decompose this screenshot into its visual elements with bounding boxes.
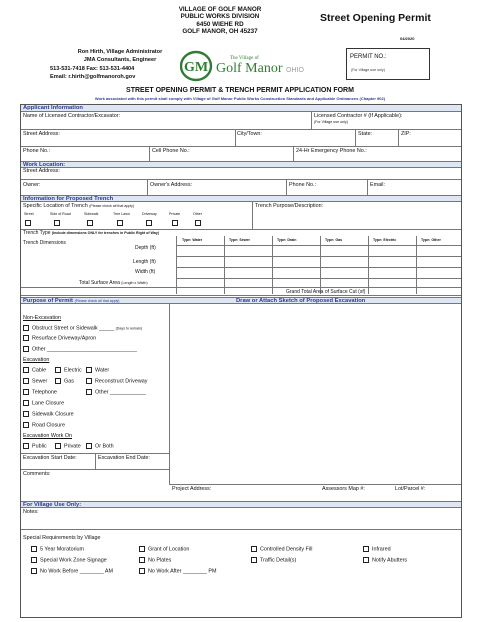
license-note: (For Village use only) (314, 120, 348, 124)
lane-text: Lane Closure (32, 400, 65, 407)
loc-side-label: Side of Road (50, 212, 71, 216)
form-date: 04/2020 (400, 36, 415, 41)
owner-address-field[interactable]: Owner's Address: (150, 182, 193, 188)
req-traffic[interactable] (251, 557, 296, 563)
req-abutters[interactable] (363, 557, 407, 563)
contact-line-4: Email: r.hirth@golfmanoroh.gov (50, 74, 136, 81)
req-abutters-text: Notify Abutters (372, 557, 408, 564)
work-on-heading: Excavation Work On (23, 433, 73, 439)
sketch-area[interactable] (170, 304, 460, 484)
application-form (20, 104, 462, 618)
req-infrared-text: Infrared (372, 546, 391, 553)
village-logo (180, 50, 320, 82)
loc-private-checkbox[interactable] (172, 220, 181, 226)
both-option[interactable] (86, 443, 114, 449)
public-text: Public (32, 443, 47, 450)
sidewalk-text: Sidewalk Closure (32, 411, 74, 418)
loc-street-label: Street (24, 212, 34, 216)
owner-field[interactable]: Owner: (23, 182, 41, 188)
page-title: Street Opening Permit (320, 12, 431, 24)
section-trench: Information for Proposed Trench (21, 195, 461, 202)
lot-field[interactable]: Lot/Parcel #: (395, 486, 426, 492)
length-label: Length (ft) (133, 259, 156, 265)
owner-phone-field[interactable]: Phone No.: (289, 182, 316, 188)
grand-total-label: Grand Total Area of Surface Cut (sf) (286, 289, 366, 295)
type-drain: Type: Drain (277, 238, 297, 242)
logo-mark: GM (183, 60, 209, 75)
trench-dimensions-label: Trench Dimensions (23, 240, 66, 246)
type-electric: Type: Electric (373, 238, 397, 242)
start-date-field[interactable]: Excavation Start Date: (23, 455, 77, 461)
contact-line-1: Ron Hirth, Village Administrator (77, 49, 163, 55)
logo-state: OHIO (286, 67, 304, 74)
electric-text: Electric (64, 367, 82, 374)
total-area-label (79, 280, 148, 286)
resurface-option[interactable] (23, 335, 96, 341)
req-no-work-before-text: No Work Before ________ AM (40, 568, 114, 575)
section-applicant: Applicant Information (21, 105, 461, 112)
obstruct-note: (Days to remain) (115, 326, 143, 331)
trench-type-note: (Include dimensions ONLY for trenches in Public Right of Way) (51, 231, 159, 235)
resurface-text: Resurface Driveway/Apron (32, 335, 97, 342)
road-option[interactable] (23, 422, 65, 428)
req-grant-text: Grant of Location (148, 546, 190, 553)
village-name: VILLAGE OF GOLF MANOR (178, 6, 262, 13)
sidewalk-option[interactable] (23, 411, 74, 417)
applicant-street-field[interactable]: Street Address: (23, 131, 60, 137)
loc-other-label: Other (193, 212, 202, 216)
obstruct-text: Obstruct Street or Sidewalk _____ (32, 325, 115, 332)
permit-number-box[interactable] (346, 48, 430, 80)
trench-location-text: Specific Location of Trench (23, 203, 88, 209)
loc-sidewalk-label: Sidewalk (84, 212, 99, 216)
notes-field[interactable]: Notes: (23, 509, 39, 515)
req-traffic-text: Traffic Detail(s) (260, 557, 297, 564)
other2-text: Other ____________ (95, 389, 146, 396)
depth-label: Depth (ft) (135, 245, 156, 251)
obstruct-option[interactable] (23, 325, 142, 331)
private-option[interactable] (55, 443, 81, 449)
loc-other-checkbox[interactable] (195, 220, 204, 226)
reconstruct-option[interactable] (86, 378, 147, 384)
req-plates[interactable] (139, 557, 171, 563)
purpose-title: Purpose of Permit (23, 298, 73, 304)
section-purpose (21, 297, 461, 304)
total-area-text: Total Surface Area (79, 280, 120, 286)
license-field[interactable]: Licensed Contractor # (If Applicable): (314, 113, 403, 119)
trench-purpose-field[interactable]: Trench Purpose/Description: (255, 203, 324, 209)
sewer-text: Sewer (32, 378, 48, 385)
contractor-name-field[interactable]: Name of Licensed Contractor/Excavator: (23, 113, 121, 119)
other2-option[interactable] (86, 389, 146, 395)
cable-option[interactable] (23, 367, 46, 373)
purpose-note: (Please check all that apply) (74, 299, 120, 303)
contact-line-3: 513-531-7418 Fax: 513-531-4404 (50, 65, 135, 72)
loc-private-label: Private (169, 212, 181, 216)
applicant-zip-field[interactable]: ZIP: (401, 131, 411, 137)
telephone-text: Telephone (32, 389, 57, 396)
village-header (150, 6, 290, 36)
req-no-work-before[interactable] (31, 568, 113, 574)
public-option[interactable] (23, 443, 47, 449)
logo-text: Golf Manor (216, 61, 283, 76)
lane-option[interactable] (23, 400, 64, 406)
applicant-cell-field[interactable]: Cell Phone No.: (152, 148, 190, 154)
trench-type-label (23, 230, 159, 236)
loc-driveway-label: Driveway (142, 212, 157, 216)
applicant-emergency-field[interactable]: 24-Hr Emergency Phone No.: (296, 148, 367, 154)
type-water: Type: Water (182, 238, 203, 242)
gas-text: Gas (64, 378, 74, 385)
loc-treelawn-label: Tree Lawn (113, 212, 130, 216)
type-other: Type: Other (421, 238, 441, 242)
special-requirements-heading: Special Requirements by Village (23, 535, 101, 541)
non-excavation-heading: Non-Excavation (23, 315, 62, 321)
req-no-work-after[interactable] (139, 568, 217, 574)
req-moratorium[interactable] (31, 546, 84, 552)
trench-type-text: Trench Type (23, 230, 51, 236)
width-label: Width (ft) (135, 269, 156, 275)
road-text: Road Closure (32, 422, 65, 429)
type-gas: Type: Gas (325, 238, 343, 242)
req-fill-text: Controlled Density Fill (260, 546, 313, 553)
loc-sidewalk-checkbox[interactable] (87, 220, 96, 226)
req-moratorium-text: 5 Year Moratorium (40, 546, 85, 553)
req-no-work-after-text: No Work After ________ PM (148, 568, 217, 575)
req-signage-text: Special Work Zone Signage (40, 557, 107, 564)
applicant-state-field[interactable]: State: (358, 131, 373, 137)
form-subtitle: Work associated with this permit shall comply with Village of Golf Manor Public Works Construction Standards and Applicable Ordinances (Chapter 902) (94, 96, 386, 101)
project-address-field[interactable]: Project Address: (172, 486, 212, 492)
total-area-note: (Length x Width) (121, 281, 148, 285)
water-text: Water (95, 367, 110, 374)
req-plates-text: No Plates (148, 557, 172, 564)
permit-number-label: PERMIT NO.: (350, 54, 387, 60)
water-option[interactable] (86, 367, 109, 373)
applicant-city-field[interactable]: City/Town: (237, 131, 262, 137)
village-city: GOLF MANOR, OH 45237 (182, 28, 258, 36)
permit-number-note: (For Village use only) (351, 68, 385, 72)
gas-option[interactable] (55, 378, 74, 384)
req-grant[interactable] (139, 546, 189, 552)
form-title: STREET OPENING PERMIT & TRENCH PERMIT APPLICATION FORM (126, 87, 354, 94)
sewer-option[interactable] (23, 378, 47, 384)
private-text: Private (64, 443, 81, 450)
loc-driveway-checkbox[interactable] (146, 220, 155, 226)
cable-text: Cable (32, 367, 47, 374)
trench-location-label (23, 203, 134, 209)
comments-field[interactable]: Comments: (23, 471, 51, 477)
loc-side-checkbox[interactable] (54, 220, 63, 226)
other1-option[interactable] (23, 346, 137, 352)
trench-location-note: (Please check all that apply) (89, 204, 135, 208)
contact-line-2: JMA Consultants, Engineer (83, 57, 157, 64)
electric-option[interactable] (55, 367, 82, 373)
excavation-heading: Excavation (23, 357, 50, 363)
reconstruct-text: Reconstruct Driveway (95, 378, 148, 385)
work-street-field[interactable]: Street Address: (23, 168, 60, 174)
sketch-title: Draw or Attach Sketch of Proposed Excavation (236, 298, 366, 304)
contact-info (50, 48, 190, 82)
telephone-option[interactable] (23, 389, 57, 395)
type-sewer: Type: Sewer (229, 238, 250, 242)
section-village-use: For Village Use Only: (21, 501, 461, 508)
end-date-field[interactable]: Excavation End Date: (98, 455, 150, 461)
assessor-field[interactable]: Assessors Map #: (322, 486, 365, 492)
both-text: Or Both (95, 443, 114, 450)
loc-treelawn-checkbox[interactable] (117, 220, 126, 226)
logo-small-text: The Village of (230, 56, 259, 61)
owner-email-field[interactable]: Email: (370, 182, 385, 188)
village-address: 6450 WIEHE RD (196, 20, 244, 28)
division-name: PUBLIC WORKS DIVISION (180, 13, 260, 21)
req-signage[interactable] (31, 557, 107, 563)
req-infrared[interactable] (363, 546, 391, 552)
loc-street-checkbox[interactable] (25, 220, 34, 226)
applicant-phone-field[interactable]: Phone No.: (23, 148, 50, 154)
other1-text: Other ______________________________ (32, 346, 137, 353)
req-fill[interactable] (251, 546, 312, 552)
section-work-location: Work Location: (21, 161, 461, 168)
